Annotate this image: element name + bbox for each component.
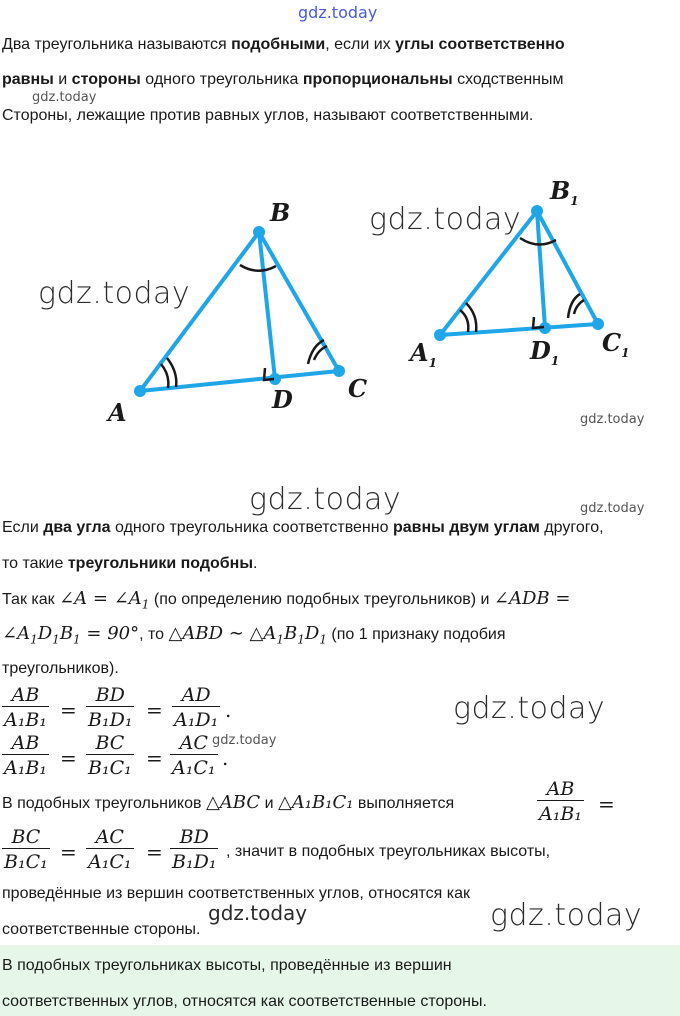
label-c1: $C_1$: [602, 328, 630, 360]
equals-sign: =: [146, 840, 163, 864]
summary-line-1: В подобных треугольниках высоты, проведённые из вершин: [2, 957, 452, 974]
intro-line-1: Два треугольника называются подобными, если их углы соответственно: [2, 36, 565, 53]
intro-line-2: равны и стороны одного треугольника пропорциональны сходственным: [2, 71, 564, 88]
label-b1: $B_1$: [550, 176, 579, 208]
intro-line-3: Стороны, лежащие против равных углов, называют соответственными.: [2, 107, 534, 124]
watermark-small-4: gdz.today: [212, 733, 277, 748]
fraction-ab-a1b1: $\frac{AB}{\text{A₁B₁}}$: [4, 684, 47, 731]
label-d: D: [272, 385, 293, 414]
watermark-big-1: gdz.today: [369, 202, 522, 237]
period: .: [225, 698, 232, 722]
period: .: [222, 746, 229, 770]
watermark-big-2: gdz.today: [38, 276, 191, 311]
label-d1: $D_1$: [530, 336, 560, 368]
fraction-ac-a1c1: $\frac{AC}{\text{A₁C₁}}$: [88, 826, 132, 873]
watermark-big-3: gdz.today: [249, 482, 402, 517]
fraction-bc-b1c1: $\frac{BC}{\text{B₁C₁}}$: [4, 826, 48, 873]
equals-sign: =: [146, 698, 163, 722]
equals-sign: =: [146, 746, 163, 770]
triangle-abc: [140, 232, 339, 391]
conclusion-line-2: , значит в подобных треугольниках высоты,: [226, 843, 551, 860]
watermark-big-5: gdz.today: [490, 898, 643, 933]
watermark-top: gdz.today: [298, 3, 378, 22]
conclusion-line-3: проведённые из вершин соответственных углов, относятся как: [2, 885, 470, 902]
criterion-line-1: Если два угла одного треугольника соответственно равны двум углам другого,: [2, 519, 604, 536]
label-b: B: [270, 198, 291, 227]
conclusion-line-4: соответственные стороны.: [2, 921, 201, 938]
label-a1: $A_1$: [410, 338, 437, 370]
watermark-small-2: gdz.today: [580, 412, 645, 427]
summary-line-2: соответственных углов, относятся как соответственные стороны.: [2, 993, 487, 1010]
reasoning-line-2: $\angle A_1D_1B_1 = 90^\circ$, то △ABD ∼ $\triangle A_1B_1D_1$ (по 1 признаку подобия: [2, 623, 506, 647]
fraction-ac-a1c1: $\frac{AC}{\text{A₁C₁}}$: [172, 732, 216, 779]
fraction-bd-b1d1: $\frac{BD}{\text{B₁D₁}}$: [88, 684, 133, 731]
watermark-big-4: gdz.today: [453, 691, 606, 726]
criterion-line-2: то такие треугольники подобны.: [2, 555, 258, 572]
equals-sign: =: [598, 792, 615, 816]
label-c: C: [348, 374, 368, 403]
reasoning-line-1: Так как ∠A = $\angle A_1$ (по определению подобных треугольников) и ∠ADB =: [2, 588, 571, 612]
equals-sign: =: [60, 840, 77, 864]
equals-sign: =: [60, 746, 77, 770]
watermark-small-3: gdz.today: [580, 501, 645, 516]
watermark-mid: gdz.today: [208, 901, 308, 925]
fraction-bc-b1c1: $\frac{BC}{\text{B₁C₁}}$: [88, 732, 132, 779]
watermark-small-1: gdz.today: [32, 90, 97, 105]
reasoning-line-3: треугольников).: [2, 660, 119, 677]
conclusion-line-1: В подобных треугольников △ABC и △A₁B₁C₁ выполняется: [2, 792, 455, 813]
fraction-bd-b1d1: $\frac{BD}{\text{B₁D₁}}$: [172, 826, 217, 873]
fraction-ab-a1b1: $\frac{AB}{\text{A₁B₁}}$: [4, 732, 47, 779]
fraction-ab-a1b1: $\frac{AB}{\text{A₁B₁}}$: [539, 778, 582, 825]
fraction-ad-a1d1: $\frac{AD}{\text{A₁D₁}}$: [174, 684, 219, 731]
equals-sign: =: [60, 698, 77, 722]
label-a: A: [108, 398, 127, 427]
